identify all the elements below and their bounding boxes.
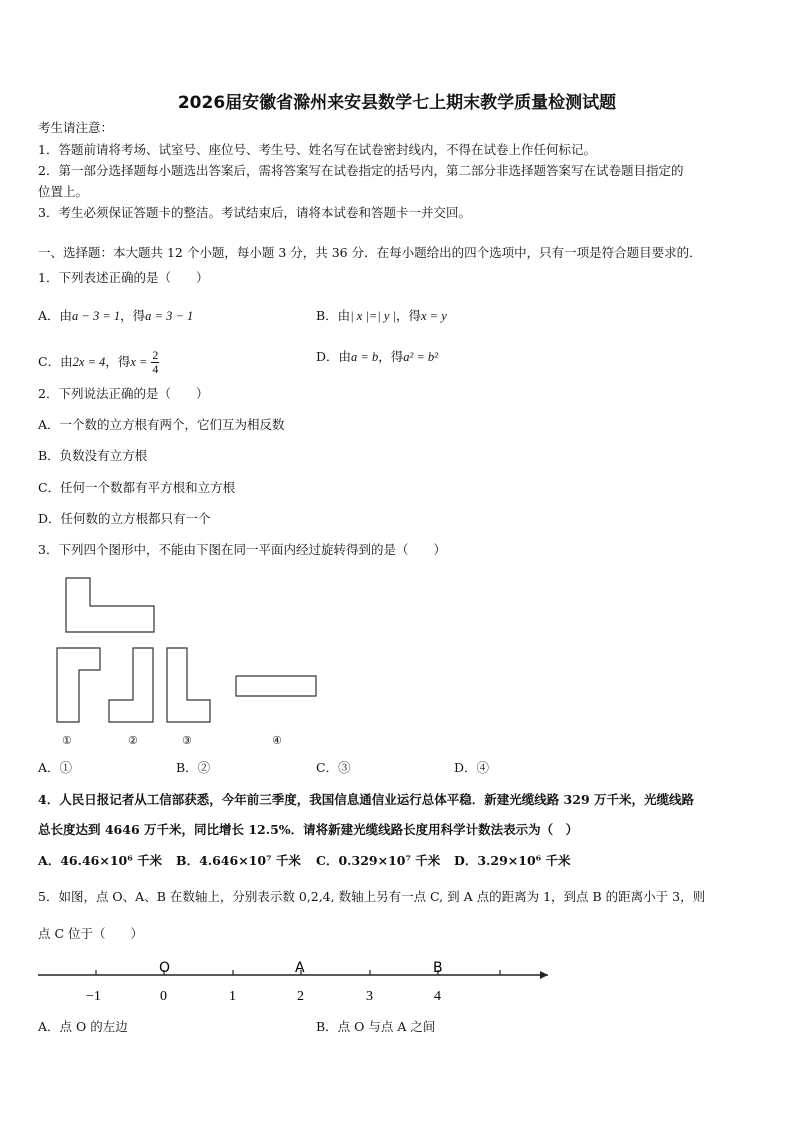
- q3-stem: 3．下列四个图形中，不能由下图在同一平面内经过旋转得到的是（ ）: [38, 542, 446, 557]
- q4-option-b: B．4.646×10⁷ 千米: [176, 853, 301, 868]
- q1-c-denominator: 4: [152, 362, 159, 376]
- q1-b-math2: x = y: [420, 309, 447, 323]
- point-label-b: B: [433, 960, 443, 976]
- q3-shape-2: [109, 648, 153, 722]
- q3-reference-shape: [66, 578, 154, 632]
- q3-shape-4-figure: [236, 676, 316, 696]
- q4-line-1: 4．人民日报记者从工信部获悉，今年前三季度，我国信息通信业运行总体平稳．新建光缆线路 329 万千米，光缆线路: [38, 792, 694, 807]
- point-label-o: O: [159, 960, 171, 976]
- q3-shape-3: [167, 648, 210, 722]
- tick-label-neg1: −1: [86, 989, 101, 1004]
- q1-c-numerator: 2: [152, 348, 159, 362]
- q3-shape-1: [57, 648, 100, 722]
- q5-option-a: A．点 O 的左边: [38, 1019, 128, 1034]
- q1-d-prefix: D．由: [316, 349, 352, 364]
- q1-d-math2: a² = b²: [403, 350, 438, 364]
- q1-option-c: [38, 347, 159, 377]
- q1-a-math1: a − 3 = 1: [72, 309, 121, 323]
- q4-option-a: A．46.46×10⁶ 千米: [38, 853, 163, 868]
- notice-item-1: 1．答题前请将考场、试室号、座位号、考生号、姓名写在试卷密封线内，不得在试卷上作任何标记。: [38, 142, 596, 157]
- tick-label-3: 3: [366, 989, 373, 1004]
- q2-option-b: B．负数没有立方根: [38, 448, 148, 463]
- q3-option-d: D．④: [454, 760, 490, 775]
- q3-option-b: B．②: [176, 760, 211, 775]
- tick-label-2: 2: [297, 989, 304, 1004]
- notice-item-3: 3．考生必须保证答题卡的整洁。考试结束后，请将本试卷和答题卡一并交回。: [38, 205, 471, 220]
- axis-arrow: [540, 971, 548, 979]
- q4-line-2: 总长度达到 4646 万千米，同比增长 12.5%．请将新建光缆线路长度用科学计数法表示为（ ）: [38, 822, 579, 837]
- q1-c-fraction: [151, 349, 159, 376]
- q1-option-a: [38, 308, 193, 324]
- q3-label-4: ④: [272, 734, 282, 747]
- q1-b-math1: | x |=| y |: [350, 309, 396, 323]
- q1-option-b: [316, 308, 447, 324]
- q5-line-2: 点 C 位于（ ）: [38, 926, 144, 941]
- q3-label-3: ③: [182, 734, 192, 747]
- q1-c-prefix: C．由: [38, 354, 73, 369]
- q1-a-math2: a = 3 − 1: [145, 309, 194, 323]
- q2-stem: 2．下列说法正确的是（ ）: [38, 386, 209, 401]
- section-1-heading: 一、选择题：本大题共 12 个小题，每小题 3 分，共 36 分．在每小题给出的四个选项中，只有一项是符合题目要求的．: [38, 245, 702, 260]
- q2-option-a: A．一个数的立方根有两个，它们互为相反数: [38, 417, 285, 432]
- q5-number-line: [0, 958, 794, 1018]
- q1-b-prefix: B．由: [316, 308, 351, 323]
- q3-option-c: C．③: [316, 760, 351, 775]
- q3-label-1: ①: [62, 734, 72, 747]
- q3-option-a: A．①: [38, 760, 73, 775]
- q1-c-mid: ，得: [105, 354, 131, 369]
- q3-figure: [0, 570, 794, 770]
- notice-item-2-cont: 位置上。: [38, 184, 89, 199]
- q5-option-b: B．点 O 与点 A 之间: [316, 1019, 436, 1034]
- q1-c-math1: 2x = 4: [72, 355, 106, 369]
- q4-option-c: C．0.329×10⁷ 千米: [316, 853, 441, 868]
- notice-heading: 考生请注意：: [38, 120, 114, 135]
- q2-option-c: C．任何一个数都有平方根和立方根: [38, 480, 236, 495]
- q1-d-math1: a = b: [351, 350, 379, 364]
- q1-a-prefix: A．由: [38, 308, 73, 323]
- q1-b-mid: ，得: [395, 308, 421, 323]
- q1-option-d: [316, 349, 438, 365]
- notice-item-2: 2．第一部分选择题每小题选出答案后，需将答案写在试卷指定的括号内，第二部分非选择题答案写在试卷题目指定的: [38, 163, 684, 178]
- tick-label-1: 1: [229, 989, 236, 1004]
- q4-option-d: D．3.29×10⁶ 千米: [454, 853, 571, 868]
- q1-c-math2: x =: [130, 355, 148, 369]
- tick-label-0: 0: [160, 989, 167, 1004]
- q1-d-mid: ，得: [378, 349, 404, 364]
- page-title: 2026届安徽省滁州来安县数学七上期末教学质量检测试题: [177, 93, 617, 113]
- q2-option-d: D．任何数的立方根都只有一个: [38, 511, 211, 526]
- point-label-a: A: [295, 960, 305, 976]
- tick-label-4: 4: [434, 989, 441, 1004]
- q5-line-1: 5．如图，点 O、A、B 在数轴上，分别表示数 0,2,4, 数轴上另有一点 C, 到 A 点的距离为 1，到点 B 的距离小于 3，则: [38, 889, 706, 904]
- q1-stem: 1．下列表述正确的是（ ）: [38, 270, 209, 285]
- q1-a-mid: ，得: [120, 308, 146, 323]
- q3-label-2: ②: [128, 734, 138, 747]
